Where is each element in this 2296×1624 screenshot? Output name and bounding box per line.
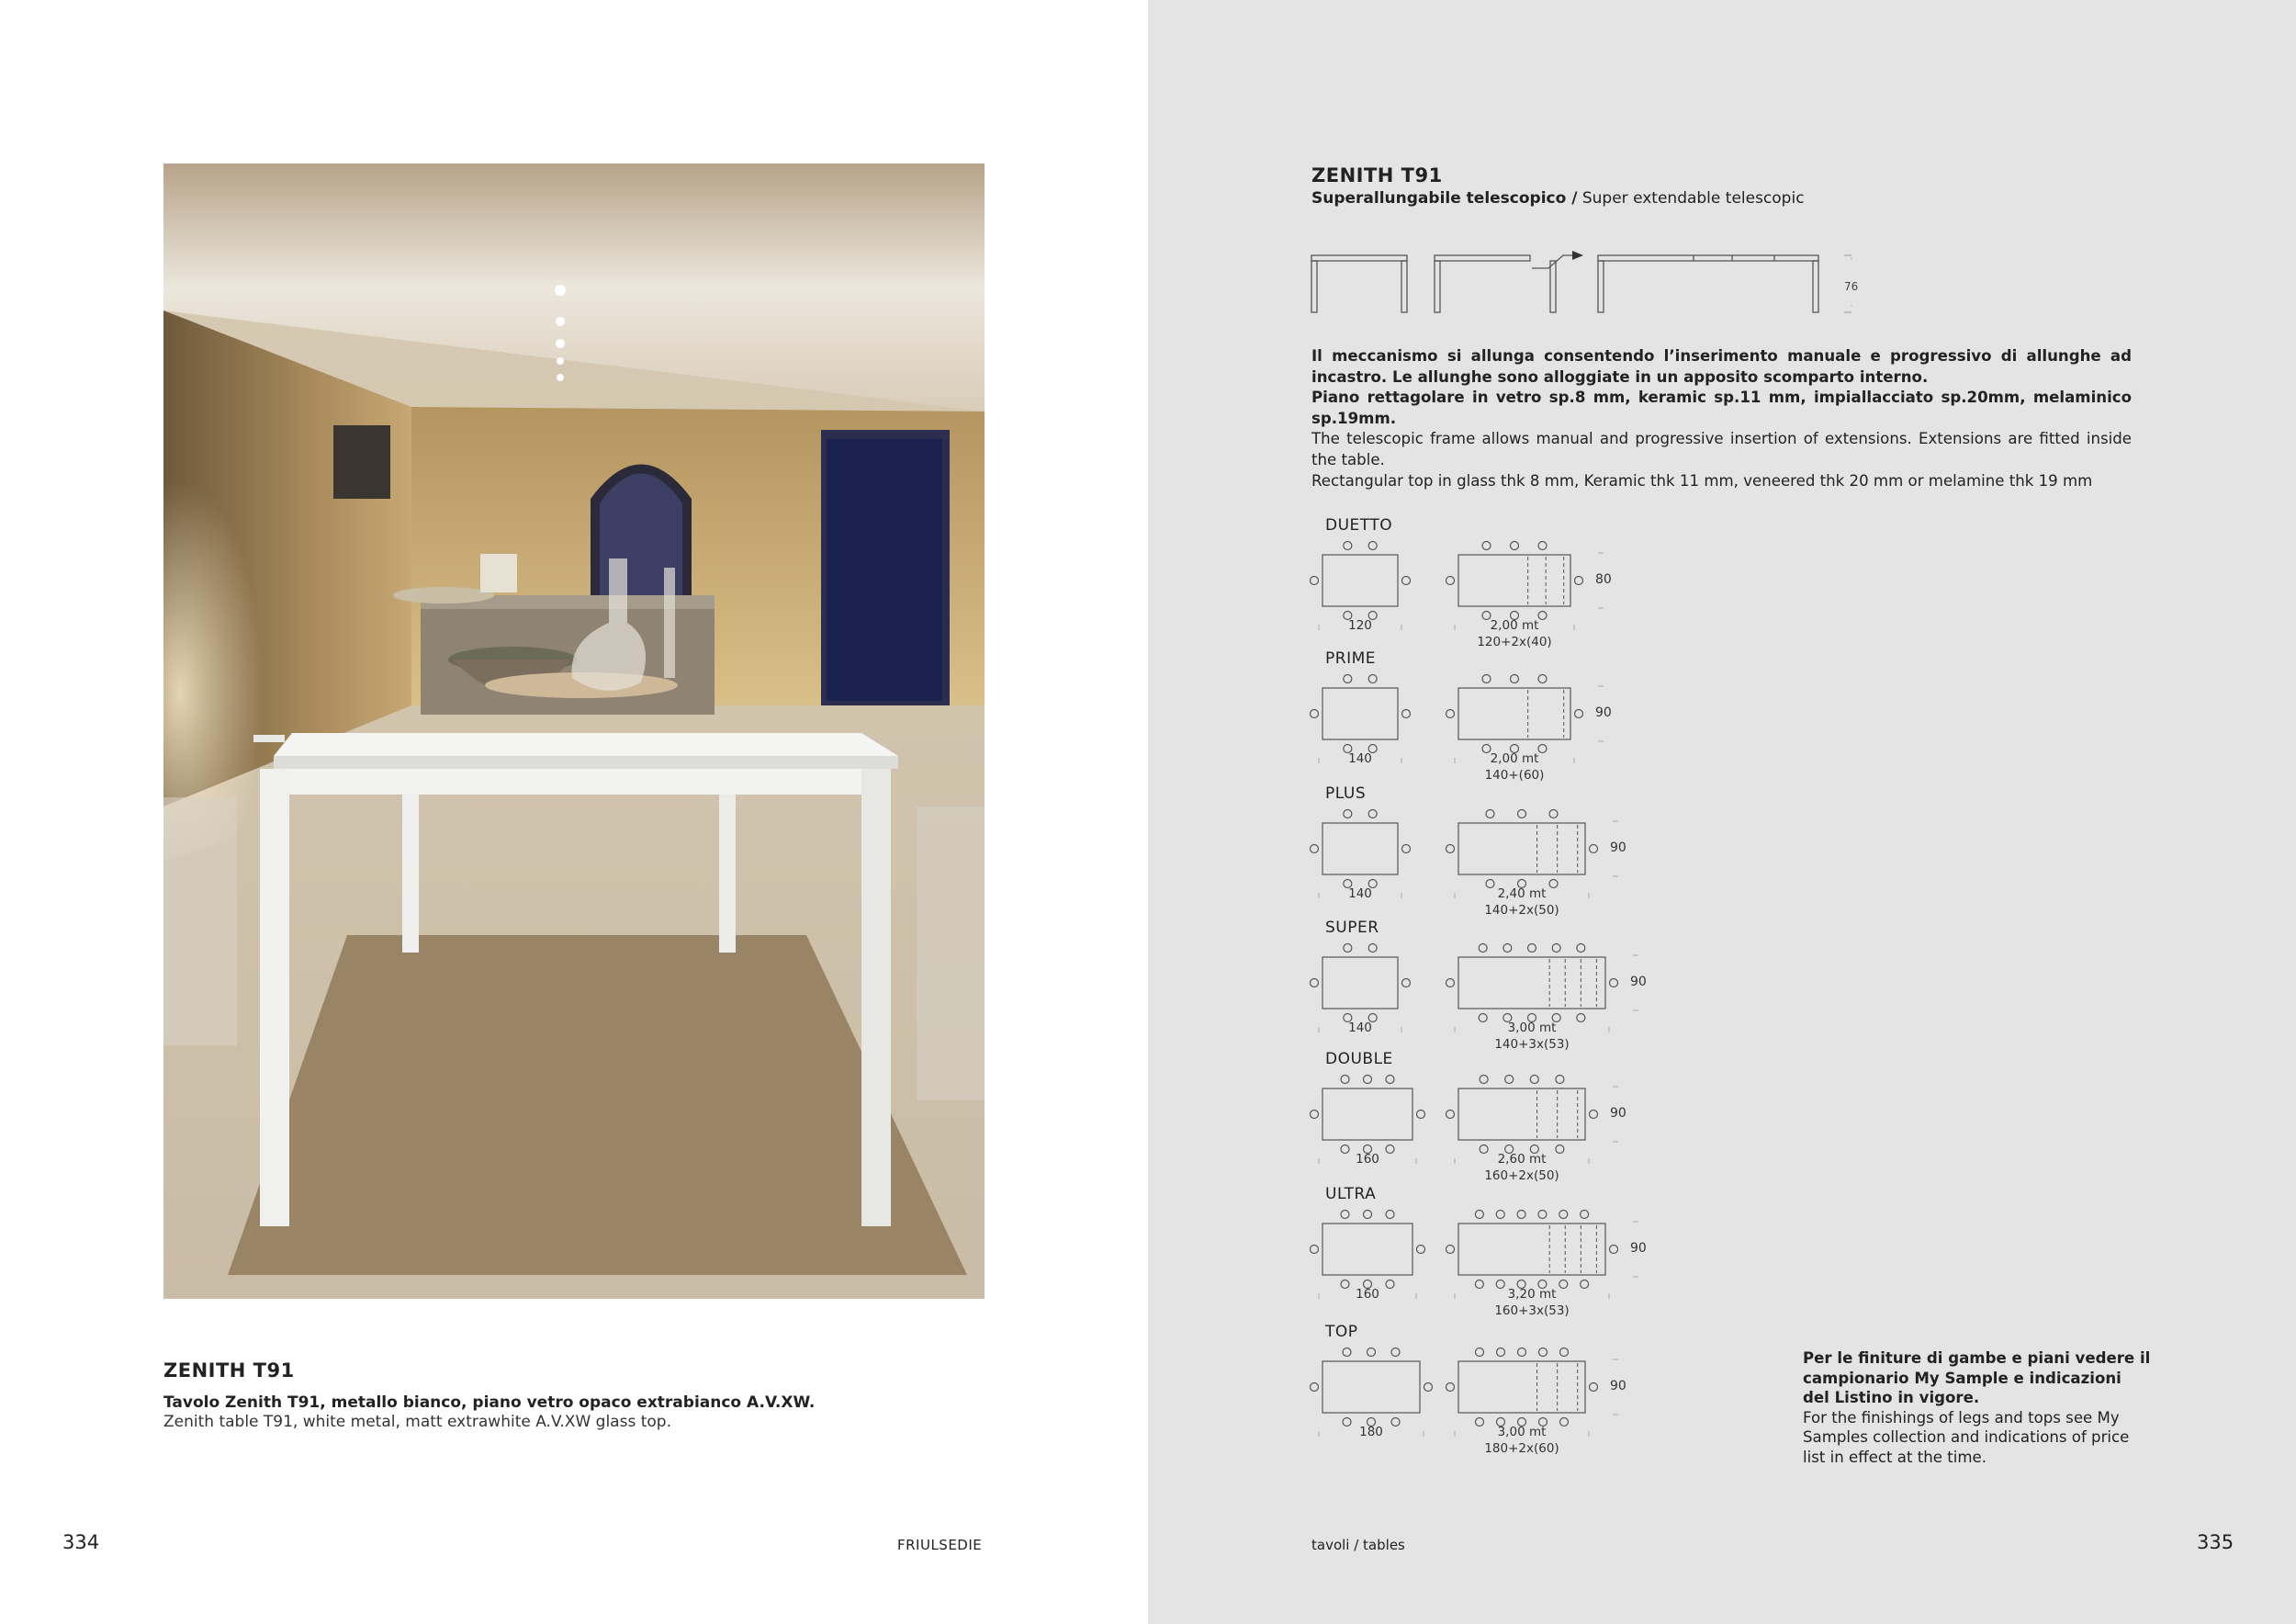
closed-seat [1368,810,1377,818]
depth-label: 90 [1595,705,1612,720]
closed-seat [1341,1211,1349,1219]
description-english-1: The telescopic frame allows manual and progressive insertion of extensions. Extensions are fitted inside the table. [1311,430,2132,468]
open-seat [1538,675,1547,683]
page-number-left: 334 [62,1531,100,1553]
open-seat [1538,1211,1547,1219]
config-double [1311,1050,1697,1184]
open-seat [1480,1076,1488,1084]
brand-name: FRIULSEDIE [897,1537,983,1553]
config-ultra [1311,1185,1697,1319]
open-seat [1518,1348,1526,1357]
caption-title: ZENITH T91 [163,1359,295,1382]
open-seat [1496,1211,1504,1219]
open-seat [1581,1211,1589,1219]
closed-seat [1311,1246,1319,1254]
description-italian-1: Il meccanismo si allunga consentendo l’inserimento manuale e progressivo di allunghe ad incastro. Le allunghe sono alloggiate in un apposito scomparto interno. [1311,347,2132,386]
closed-seat [1343,1348,1351,1357]
open-table [1458,957,1605,1009]
product-subtitle [1311,189,1805,208]
description [1311,346,2132,491]
extension-formula: 140+(60) [1484,768,1545,783]
open-table [1458,555,1570,606]
config-name: PRIME [1325,649,1376,668]
open-length: 2,40 mt [1497,886,1547,901]
open-table [1458,1361,1585,1413]
closed-seat [1311,1111,1319,1119]
section-label: tavoli / tables [1311,1537,1405,1553]
closed-table [1322,688,1398,739]
closed-length: 140 [1348,886,1372,901]
closed-seat [1368,675,1377,683]
open-seat [1530,1076,1538,1084]
closed-seat [1344,944,1352,953]
side-profile-drawings [1308,250,1859,320]
open-length: 3,00 mt [1507,1021,1557,1035]
description-italian-2: Piano rettagolare in vetro sp.8 mm, keramic sp.11 mm, impiallacciato sp.20mm, melaminico sp.19mm. [1311,389,2132,427]
open-seat [1476,1348,1484,1357]
config-name: ULTRA [1325,1185,1377,1203]
note-english: For the finishings of legs and tops see My Samples collection and indications of price list in effect at the time. [1803,1408,2130,1466]
closed-seat [1402,845,1411,853]
closed-table [1322,823,1398,874]
description-english-2: Rectangular top in glass thk 8 mm, Keramic thk 11 mm, veneered thk 20 mm or melamine thk 19 mm [1311,471,2093,490]
open-seat [1486,810,1494,818]
open-table [1458,823,1585,874]
closed-seat [1311,1383,1319,1392]
open-seat [1482,542,1491,550]
open-seat [1559,1211,1568,1219]
open-table [1458,688,1570,739]
config-duetto [1311,516,1697,650]
closed-length: 120 [1348,618,1372,633]
open-length: 2,60 mt [1497,1152,1547,1167]
config-name: DUETTO [1325,516,1393,535]
config-plus [1311,784,1697,919]
open-seat [1505,1076,1514,1084]
subtitle-english: Super extendable telescopic [1581,189,1805,208]
closed-seat [1368,542,1377,550]
depth-label: 80 [1595,572,1612,587]
open-seat [1610,979,1618,987]
open-seat [1610,1246,1618,1254]
closed-length: 180 [1359,1425,1383,1439]
open-seat [1590,1383,1598,1392]
open-seat [1446,1383,1455,1392]
open-length: 2,00 mt [1490,751,1539,766]
config-name: TOP [1325,1323,1358,1341]
open-seat [1511,675,1519,683]
open-seat [1446,1111,1455,1119]
closed-table [1322,1224,1412,1275]
closed-seat [1341,1076,1349,1084]
closed-seat [1386,1211,1394,1219]
closed-seat [1417,1246,1425,1254]
open-seat [1446,1246,1455,1254]
open-seat [1590,1111,1598,1119]
extension-formula: 140+3x(53) [1494,1037,1570,1052]
extension-formula: 140+2x(50) [1484,903,1559,918]
open-length: 3,20 mt [1507,1287,1557,1302]
note-italian: Per le finiture di gambe e piani vedere il campionario My Sample e indicazioni del Listino in vigore. [1803,1349,2151,1406]
open-seat [1549,810,1558,818]
closed-seat [1386,1076,1394,1084]
open-seat [1538,542,1547,550]
extension-formula: 160+3x(53) [1494,1303,1570,1318]
closed-seat [1424,1383,1433,1392]
closed-seat [1402,577,1411,585]
subtitle-italian: Superallungabile telescopico / [1311,189,1578,208]
config-top [1311,1323,1697,1457]
closed-seat [1311,577,1319,585]
depth-label: 90 [1630,1241,1647,1256]
closed-length: 160 [1356,1152,1379,1167]
open-seat [1575,710,1583,718]
open-seat [1482,675,1491,683]
extension-formula: 160+2x(50) [1484,1168,1559,1183]
open-seat [1517,1211,1525,1219]
closed-seat [1391,1348,1400,1357]
closed-seat [1367,1348,1376,1357]
closed-length: 140 [1348,1021,1372,1035]
closed-table [1322,555,1398,606]
closed-seat [1368,944,1377,953]
config-name: SUPER [1325,919,1379,937]
open-table [1458,1224,1605,1275]
product-title: ZENITH T91 [1311,164,1443,186]
depth-label: 90 [1610,1106,1626,1121]
finishing-note [1803,1348,2152,1467]
closed-seat [1364,1076,1372,1084]
closed-length: 160 [1356,1287,1379,1302]
open-seat [1552,944,1560,953]
config-super [1311,919,1697,1053]
height-label: 76 [1844,280,1859,293]
depth-label: 90 [1630,975,1647,989]
open-seat [1556,1076,1564,1084]
open-seat [1446,979,1455,987]
depth-label: 90 [1610,840,1626,855]
open-length: 3,00 mt [1497,1425,1547,1439]
open-seat [1446,845,1455,853]
closed-length: 140 [1348,751,1372,766]
closed-table [1322,1361,1420,1413]
config-name: DOUBLE [1325,1050,1393,1068]
open-seat [1539,1348,1548,1357]
open-seat [1511,542,1519,550]
open-length: 2,00 mt [1490,618,1539,633]
page-number-right: 335 [2197,1531,2234,1553]
open-seat [1518,810,1526,818]
open-seat [1446,710,1455,718]
closed-seat [1402,710,1411,718]
open-seat [1575,577,1583,585]
config-prime [1311,649,1697,784]
closed-seat [1311,979,1319,987]
open-seat [1475,1211,1483,1219]
closed-seat [1311,845,1319,853]
closed-seat [1344,675,1352,683]
open-seat [1528,944,1536,953]
interior-scene-image [163,164,985,1299]
open-seat [1497,1348,1505,1357]
open-seat [1503,944,1512,953]
open-seat [1479,944,1487,953]
closed-table [1322,1088,1412,1140]
table-photo [163,164,985,1299]
closed-seat [1417,1111,1425,1119]
closed-table [1322,957,1398,1009]
caption-italian: Tavolo Zenith T91, metallo bianco, piano vetro opaco extrabianco A.V.XW. [163,1393,816,1412]
closed-seat [1344,810,1352,818]
extension-formula: 180+2x(60) [1484,1441,1559,1456]
open-table [1458,1088,1585,1140]
open-seat [1560,1348,1569,1357]
open-seat [1446,577,1455,585]
config-name: PLUS [1325,784,1367,803]
open-seat [1590,845,1598,853]
open-seat [1577,944,1585,953]
depth-label: 90 [1610,1379,1626,1393]
closed-seat [1364,1211,1372,1219]
caption-english: Zenith table T91, white metal, matt extrawhite A.V.XW glass top. [163,1413,671,1431]
closed-seat [1402,979,1411,987]
extension-formula: 120+2x(40) [1477,635,1552,649]
closed-seat [1344,542,1352,550]
closed-seat [1311,710,1319,718]
